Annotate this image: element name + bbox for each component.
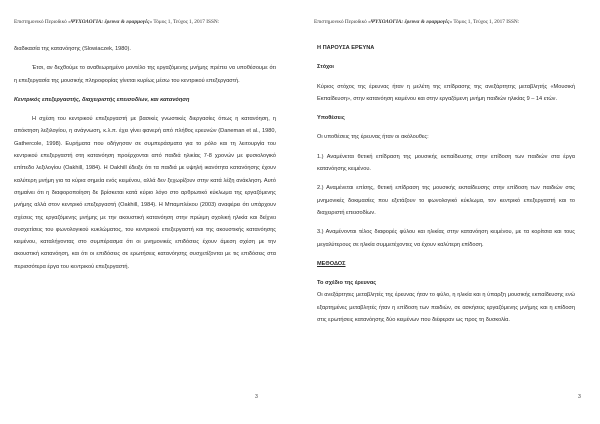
paragraph: Κύριος στόχος της έρευνας ήταν η μελέτη της επίδρασης της ανεξάρτητης μεταβλητής «Μουσική Εκπαίδευση», στην κατανόηση κειμένου και στην εργαζόμενη μνήμη παιδιών ηλικίας 9 – 14 ετών. xyxy=(317,83,575,102)
paragraph: Έτσι, αν δεχθούμε το αναθεωρημένο μοντέλο της εργαζόμενης μνήμης πρέπει να υποθέσουμε ότι η επεξεργασία της μουσικής πληροφορίας γίνεται κυρίως μέσω του κεντρικού επεξεργαστή. xyxy=(14,65,276,84)
paragraph: Η σχέση του κεντρικού επεξεργαστή με βασικές γνωστικές διεργασίες όπως η κατανόηση, η απόκτηση λεξιλογίου, η ανάγνωση, κ.λ.π. έχει γίνει φανερή από πλήθος ερευνών (Daneman et al., 1980, Gathercole, 1998). Ευρήματα που οδήγησαν σε συμπεράσματα για το ρόλο και τη λειτουργία του κεντρικού επεξεργαστή στη κατανόηση προέρχονται από παιδιά ηλικίας 7-8 χρονών με φυσιολογικό επίπεδο λεξιλογίου (Oakhill, 1984). Η Oakhill έδειξε ότι τα παιδιά με υψηλή ικανότητα κατανόησης έχουν καλύτερη μνήμη για τα κύρια σημεία ενός κειμένου, αλλά δεν ξεχωρίζουν στην κατά λέξη ανάκληση. Αυτό σημαίνει ότι η διαφοροποίηση δε βρίσκεται κατά κύριο λόγο στο αρθρωτικό κύκλωμα της εργαζόμενης μνήμης αλλά στον κεντρικό επεξεργαστή (Oakhill, 1984). Η Μπαμπλέκου (2003) αναφέρει ότι υπάρχουν σχέσεις της εργαζόμενης μνήμης με την ακουστική κατανόηση στην πρώιμη σχολική ηλικία και δείχνει συσχετίσεις του φωνολογικού κυκλώματος, του κεντρικού επεξεργαστή και της ακουστικής κατανόησης κειμένου, καταλήγοντας στο συμπέρασμα ότι οι μνημονικές επιδόσεις έχουν άμεση σχέση με την ακουστική κατανόηση, και ότι οι επιδόσεις σε ερωτήσεις κατανόησης συσχετίζονται με τις επιδόσεις στα περισσότερα έργα του κεντρικού επεξεργαστή. xyxy=(14,116,276,270)
right-body xyxy=(317,42,575,326)
hypothesis-item: 3.) Αναμένονται τέλος διαφορές φύλου και ηλικίας στην κατανόηση κειμένου, με τα κορίτσια και τους μεγαλύτερους σε ηλικία συμμετέχοντες να έχουν καλύτερη επίδοση. xyxy=(317,229,575,248)
section-title: Η ΠΑΡΟΥΣΑ ΕΡΕΥΝΑ xyxy=(317,45,375,51)
hypothesis-item: 2.) Αναμένεται επίσης, θετική επίδραση της μουσικής εκπαίδευσης στην επίδοση των παιδιών στις μνημονικές δοκιμασίες που εξετάζουν το φωνολογικό κύκλωμα, τον κεντρικό επεξεργαστή και το διαχειριστή επεισοδίων. xyxy=(317,185,575,216)
journal-name: ΨΥΧΟΛΟΓΙΑ: έρευνα & εφαρμογές xyxy=(370,19,450,25)
subsection-heading: Στόχοι xyxy=(317,64,334,71)
subsection-heading: Υποθέσεις xyxy=(317,115,345,122)
running-header: Επιστημονικό Περιοδικό «ΨΥΧΟΛΟΓΙΑ: έρευνα & εφαρμογές» Τόμος 1, Τεύχος 1, 2017 ISSN: xyxy=(314,19,520,25)
running-header: Επιστημονικό Περιοδικό «ΨΥΧΟΛΟΓΙΑ: έρευνα & εφαρμογές» Τόμος 1, Τεύχος 1, 2017 ISSN: xyxy=(14,19,220,25)
right-page xyxy=(300,0,600,424)
paragraph: Οι ανεξάρτητες μεταβλητές της έρευνας ήταν το φύλο, η ηλικία και η ύπαρξη μουσικής εκπαίδευσης ενώ εξαρτημένες μεταβλητές ήταν η επίδοση των παιδιών, σε ασκήσεις εργαζόμενης μνήμης και η επίδοση στις ερωτήσεις κατανόησης δύο κειμένων που διέφεραν ως προς τη δυσκολία. xyxy=(317,292,575,324)
journal-name: ΨΥΧΟΛΟΓΙΑ: έρευνα & εφαρμογές xyxy=(70,19,150,25)
page-number: 3 xyxy=(578,394,581,400)
page-number: 3 xyxy=(255,394,258,400)
hypothesis-item: 1.) Αναμένεται θετική επίδραση της μουσικής εκπαίδευσης στην επίδοση των παιδιών στα έργα κατανόησης κειμένου. xyxy=(317,153,575,173)
left-body xyxy=(14,43,276,273)
section-title: ΜΕΘΟΔΟΣ xyxy=(317,260,346,267)
section-heading: Κεντρικός επεξεργαστής, διαχειριστής επεισοδίων, και κατανόηση xyxy=(14,96,190,103)
paragraph: διαδικασία της κατανόησης (Slowiaczek, 1980). xyxy=(14,46,131,52)
paragraph: Οι υποθέσεις της έρευνας ήταν οι ακόλουθες: xyxy=(317,134,429,141)
subsection-heading: Το σχέδιο της έρευνας xyxy=(317,280,377,287)
